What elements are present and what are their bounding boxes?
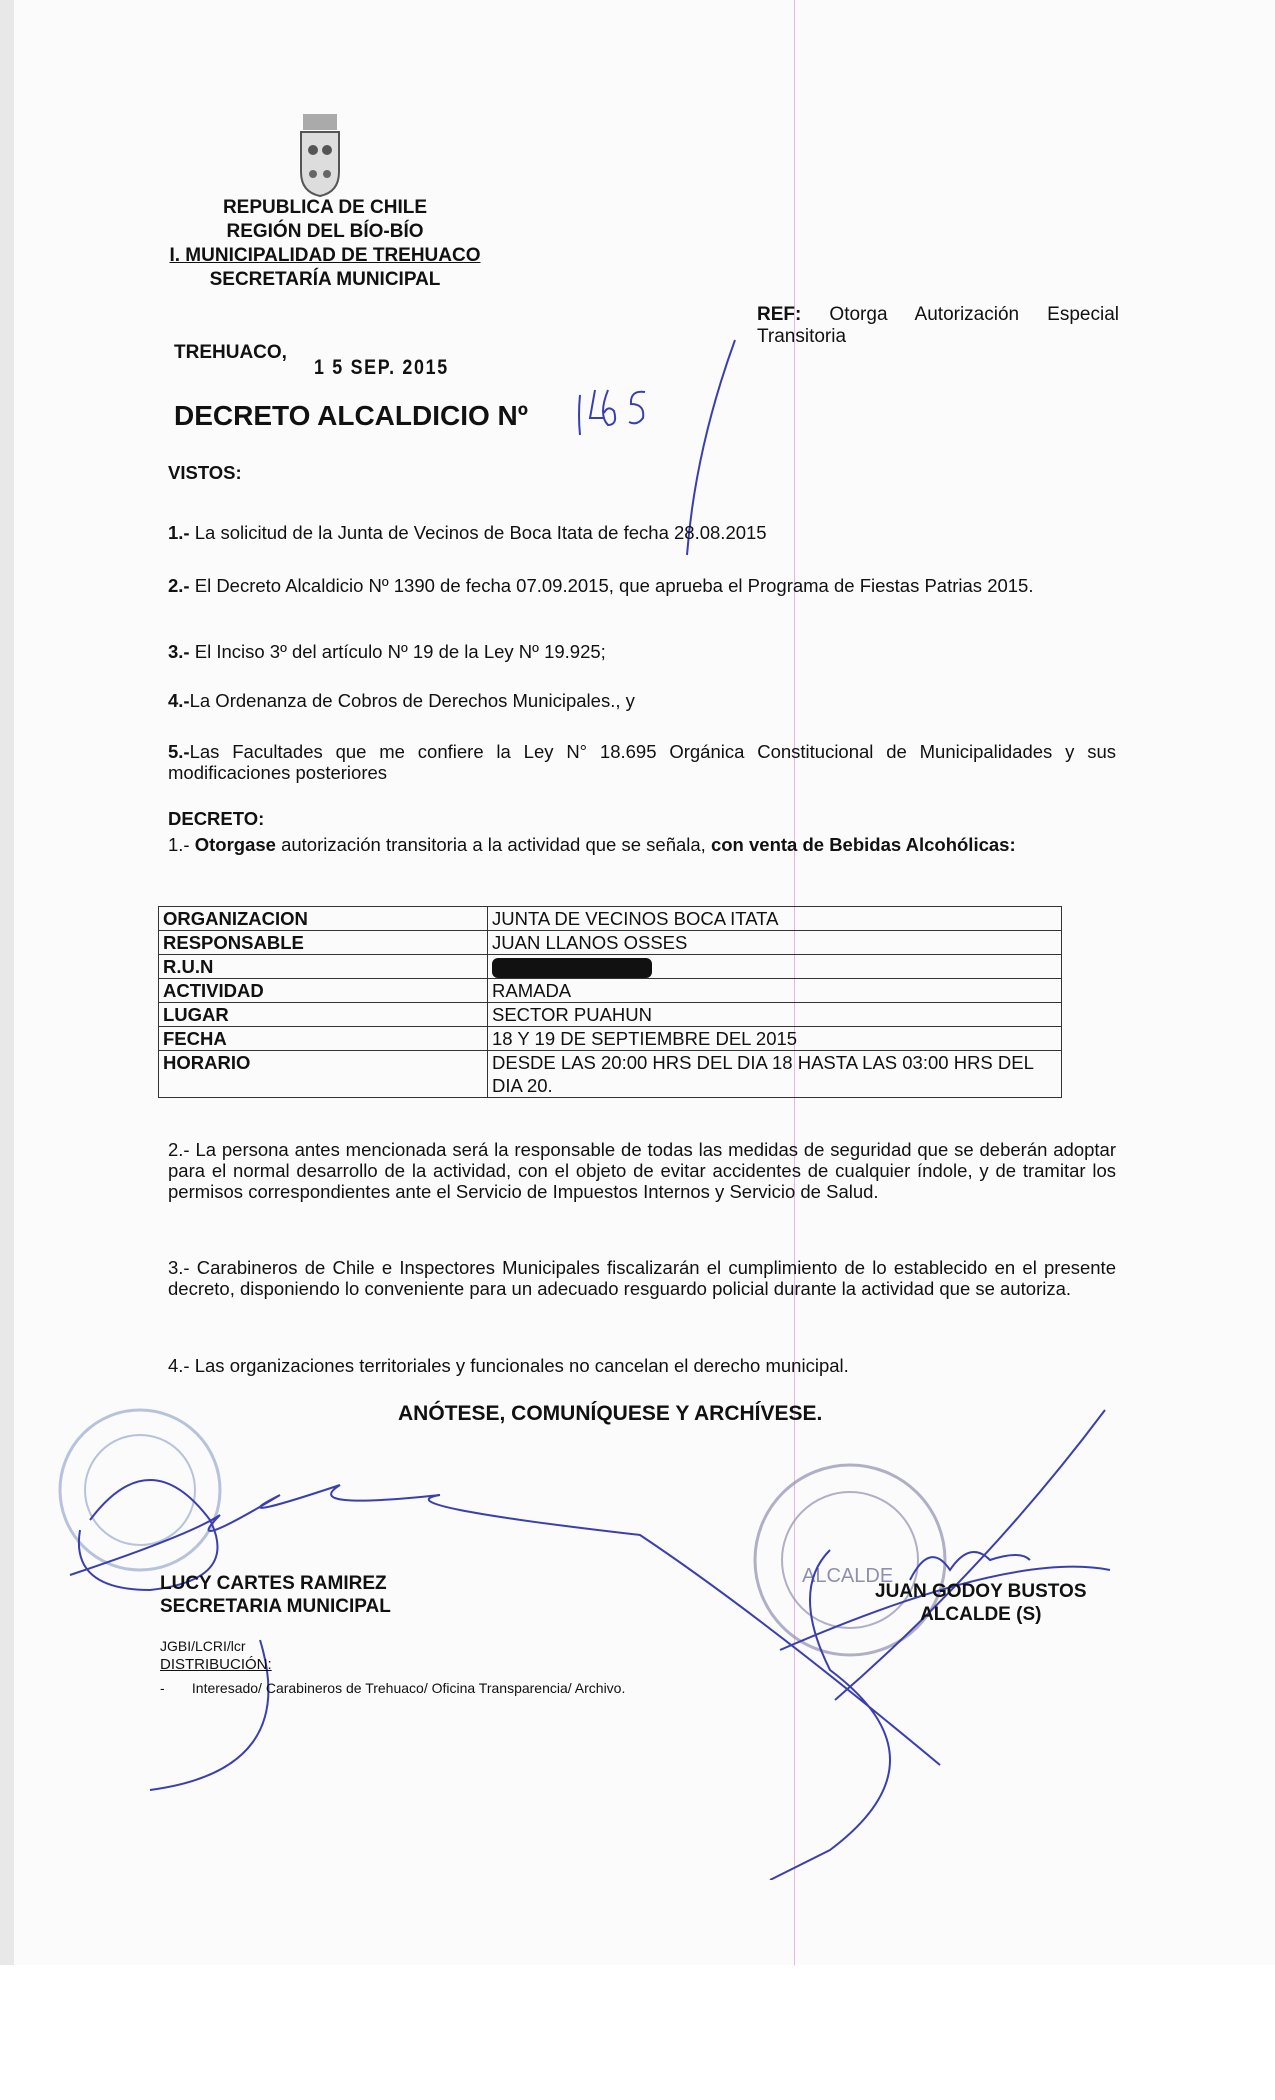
vistos-item: 2.- El Decreto Alcaldicio Nº 1390 de fecha 07.09.2015, que aprueba el Programa de Fiestas Patrias 2015. (168, 575, 1034, 596)
closing-formula: ANÓTESE, COMUNÍQUESE Y ARCHÍVESE. (398, 1402, 823, 1425)
distribution-label: DISTRIBUCIÓN: (160, 1656, 272, 1673)
decreto-item-3: 3.- Carabineros de Chile e Inspectores Municipales fiscalizarán el cumplimiento de lo establecido en el presente decreto, disponiendo lo conveniente para un adecuado resguardo policial durante la actividad que se autoriza. (168, 1257, 1116, 1299)
row-label: RESPONSABLE (159, 931, 488, 955)
svg-text:ALCALDE: ALCALDE (802, 1565, 894, 1587)
signer-name: LUCY CARTES RAMIREZ (160, 1573, 387, 1594)
right-stamp (755, 1465, 945, 1655)
table-row (159, 955, 1062, 979)
date-stamp: 1 5 SEP. 2015 (314, 356, 449, 379)
letterhead (150, 196, 500, 292)
ref-text: Otorga Autorización Especial Transitoria (757, 304, 1120, 347)
table-row (159, 979, 1062, 1003)
coat-of-arms-logo (295, 112, 345, 197)
row-label: FECHA (159, 1027, 488, 1051)
row-value: RAMADA (488, 979, 1062, 1003)
header-line: SECRETARÍA MUNICIPAL (209, 269, 441, 290)
vistos-heading: VISTOS: (168, 462, 242, 483)
vistos-item: 3.- El Inciso 3º del artículo Nº 19 de la Ley Nº 19.925; (168, 641, 606, 662)
row-label: ACTIVIDAD (159, 979, 488, 1003)
initials: JGBI/LCRI/lcr (160, 1638, 246, 1654)
signer-role: SECRETARIA MUNICIPAL (160, 1596, 391, 1617)
activity-table (158, 906, 1062, 1098)
vistos-item: 5.-Las Facultades que me confiere la Ley N° 18.695 Orgánica Constitucional de Municipalidades y sus modificaciones posteriores (168, 741, 1116, 783)
ref-label: REF: (757, 304, 802, 325)
decreto-heading: DECRETO: (168, 808, 265, 829)
row-value: SECTOR PUAHUN (488, 1003, 1062, 1027)
decreto-item-1: 1.- Otorgase autorización transitoria a la actividad que se señala, con venta de Bebidas Alcohólicas: (168, 834, 1016, 855)
place: TREHUACO, (174, 342, 287, 363)
table-row (159, 1027, 1062, 1051)
signer-name: JUAN GODOY BUSTOS (875, 1581, 1087, 1602)
table-row (159, 907, 1062, 931)
vistos-item: 4.-La Ordenanza de Cobros de Derechos Municipales., y (168, 690, 635, 711)
row-label: ORGANIZACION (159, 907, 488, 931)
row-value: 18 Y 19 DE SEPTIEMBRE DEL 2015 (488, 1027, 1062, 1051)
vistos-item: 1.- La solicitud de la Junta de Vecinos de Boca Itata de fecha 28.08.2015 (168, 522, 767, 543)
distribution-list: - Interesado/ Carabineros de Trehuaco/ Oficina Transparencia/ Archivo. (160, 1680, 626, 1696)
row-label: HORARIO (159, 1051, 488, 1098)
signer-right (875, 1580, 1087, 1626)
decree-title: DECRETO ALCALDICIO Nº (174, 400, 529, 431)
reference (757, 304, 1119, 348)
row-value (488, 955, 1062, 979)
table-row (159, 931, 1062, 955)
header-line: REGIÓN DEL BÍO-BÍO (226, 221, 424, 242)
header-line: REPUBLICA DE CHILE (222, 197, 428, 218)
signer-left (160, 1572, 391, 1618)
decreto-item-2: 2.- La persona antes mencionada será la responsable de todas las medidas de seguridad que se deberán adoptar para el normal desarrollo de la actividad, con el objeto de evitar accidentes de cualquier índole, y de tramitar los permisos correspondientes ante el Servicio de Impuestos Internos y Servicio de Salud. (168, 1139, 1116, 1202)
handwritten-number (560, 300, 740, 560)
decreto-item-4: 4.- Las organizaciones territoriales y funcionales no cancelan el derecho municipal. (168, 1355, 849, 1376)
table-row (159, 1051, 1062, 1098)
row-value: JUAN LLANOS OSSES (488, 931, 1062, 955)
row-value: DESDE LAS 20:00 HRS DEL DIA 18 HASTA LAS 03:00 HRS DEL DIA 20. (488, 1051, 1062, 1098)
signer-role: ALCALDE (S) (920, 1604, 1042, 1625)
row-label: LUGAR (159, 1003, 488, 1027)
row-value: JUNTA DE VECINOS BOCA ITATA (488, 907, 1062, 931)
header-line: I. MUNICIPALIDAD DE TREHUACO (169, 245, 481, 266)
row-label: R.U.N (159, 955, 488, 979)
table-row (159, 1003, 1062, 1027)
redaction-mark (492, 958, 652, 978)
